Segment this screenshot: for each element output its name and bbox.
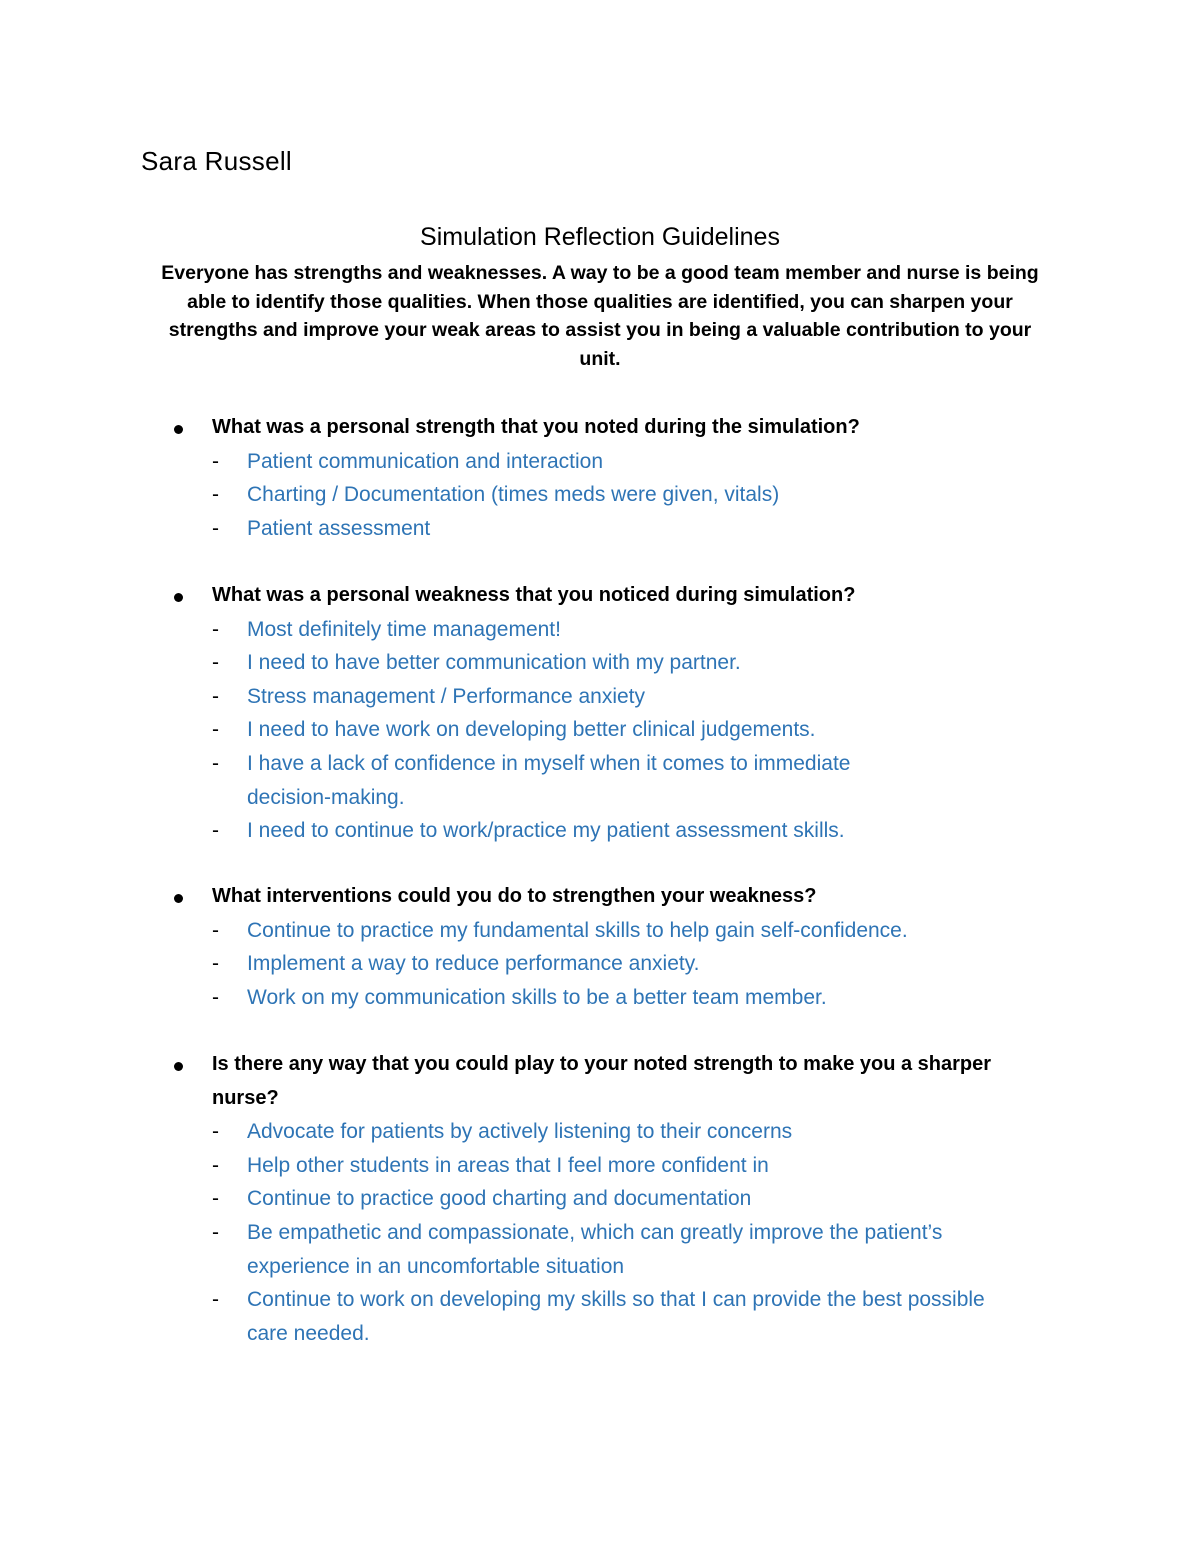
dash-icon: - bbox=[212, 1288, 219, 1312]
question bbox=[168, 579, 1068, 613]
question-text: What interventions could you do to strengthen your weakness? bbox=[212, 885, 817, 907]
list-item bbox=[168, 512, 1068, 546]
answer-text: Most definitely time management! bbox=[247, 617, 561, 641]
list-item bbox=[168, 747, 1068, 814]
author-name: Sara Russell bbox=[141, 146, 292, 176]
answer-text: I need to have work on developing better clinical judgements. bbox=[247, 718, 816, 742]
section-play-to-strength bbox=[168, 1048, 1068, 1350]
dash-icon: - bbox=[212, 651, 219, 675]
question bbox=[168, 411, 1068, 445]
document-title: Simulation Reflection Guidelines bbox=[420, 223, 780, 251]
bullet-icon bbox=[174, 593, 183, 602]
question-text: What was a personal strength that you noted during the simulation? bbox=[212, 416, 860, 438]
dash-icon: - bbox=[212, 718, 219, 742]
answer-text: Help other students in areas that I feel more confident in bbox=[247, 1153, 769, 1177]
list-item bbox=[168, 713, 1068, 747]
section-strength bbox=[168, 411, 1068, 545]
dash-icon: - bbox=[212, 952, 219, 976]
bullet-icon bbox=[174, 1062, 183, 1071]
list-item bbox=[168, 478, 1068, 512]
question bbox=[168, 1048, 1068, 1115]
answer-text: Patient assessment bbox=[247, 516, 431, 540]
section-interventions bbox=[168, 880, 1068, 1014]
dash-icon: - bbox=[212, 985, 219, 1009]
dash-icon: - bbox=[212, 918, 219, 942]
answer-text: Charting / Documentation (times meds were given, vitals) bbox=[247, 483, 780, 507]
dash-icon: - bbox=[212, 483, 219, 507]
answer-list bbox=[168, 914, 1068, 1015]
list-item bbox=[168, 1283, 1068, 1350]
section-weakness bbox=[168, 579, 1068, 848]
list-item bbox=[168, 680, 1068, 714]
answer-text: Patient communication and interaction bbox=[247, 449, 604, 473]
list-item bbox=[168, 947, 1068, 981]
list-item bbox=[168, 1149, 1068, 1183]
dash-icon: - bbox=[212, 1187, 219, 1211]
dash-icon: - bbox=[212, 1153, 219, 1177]
list-item bbox=[168, 613, 1068, 647]
question bbox=[168, 880, 1068, 914]
list-item bbox=[168, 445, 1068, 479]
dash-icon: - bbox=[212, 751, 219, 775]
dash-icon: - bbox=[212, 617, 219, 641]
answer-text: Continue to work on developing my skills so that I can provide the best possible care needed. bbox=[247, 1288, 985, 1345]
list-item bbox=[168, 981, 1068, 1015]
answer-text: I need to continue to work/practice my patient assessment skills. bbox=[247, 819, 845, 843]
question-text: What was a personal weakness that you noticed during simulation? bbox=[212, 584, 856, 606]
bullet-icon bbox=[174, 425, 183, 434]
answer-text: Continue to practice good charting and documentation bbox=[247, 1187, 752, 1211]
question-text: Is there any way that you could play to your noted strength to make you a sharper nurse? bbox=[212, 1053, 992, 1109]
answer-text: Stress management / Performance anxiety bbox=[247, 684, 646, 708]
list-item bbox=[168, 914, 1068, 948]
list-item bbox=[168, 1216, 1068, 1283]
answer-text: I need to have better communication with my partner. bbox=[247, 651, 741, 675]
list-item bbox=[168, 1115, 1068, 1149]
answer-text: Advocate for patients by actively listening to their concerns bbox=[247, 1120, 793, 1144]
list-item bbox=[168, 1182, 1068, 1216]
list-item bbox=[168, 646, 1068, 680]
answer-list bbox=[168, 1115, 1068, 1350]
answer-text: Work on my communication skills to be a better team member. bbox=[247, 985, 827, 1009]
intro-paragraph: Everyone has strengths and weaknesses. A way to be a good team member and nurse is being able to identify those qualities. When those qualities are identified, you can sharpen your strengths and improve your weak areas to assist you in being a valuable contribution to your unit. bbox=[161, 262, 1039, 370]
dash-icon: - bbox=[212, 819, 219, 843]
answer-text: Be empathetic and compassionate, which can greatly improve the patient’s experience in an uncomfortable situation bbox=[247, 1220, 943, 1278]
answer-list bbox=[168, 613, 1068, 848]
dash-icon: - bbox=[212, 684, 219, 708]
dash-icon: - bbox=[212, 1220, 219, 1244]
answer-text: Continue to practice my fundamental skills to help gain self-confidence. bbox=[247, 918, 908, 942]
dash-icon: - bbox=[212, 449, 219, 473]
list-item bbox=[168, 814, 1068, 848]
answer-list bbox=[168, 445, 1068, 546]
answer-text: Implement a way to reduce performance anxiety. bbox=[247, 952, 700, 976]
dash-icon: - bbox=[212, 516, 219, 540]
bullet-icon bbox=[174, 894, 183, 903]
answer-text: I have a lack of confidence in myself when it comes to immediate decision-making. bbox=[247, 751, 851, 809]
dash-icon: - bbox=[212, 1120, 219, 1144]
